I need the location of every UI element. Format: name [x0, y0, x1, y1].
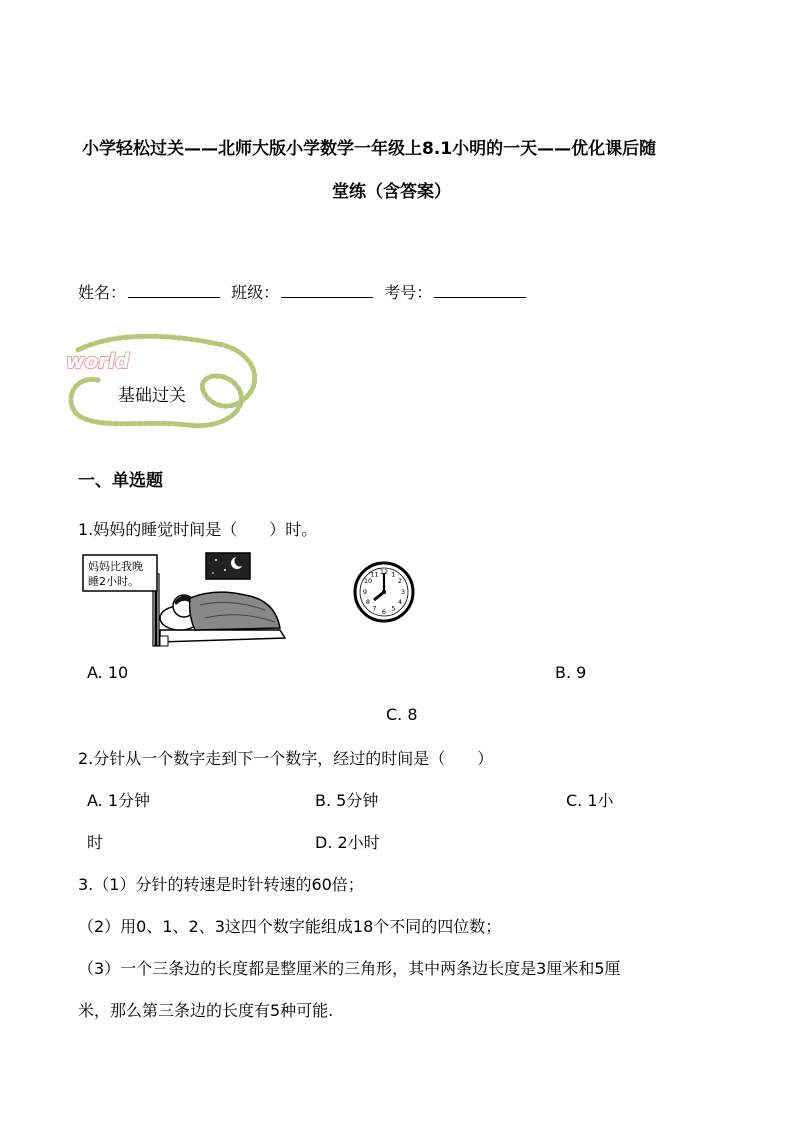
- question-3-line-2: （2）用0、1、2、3这四个数字能组成18个不同的四位数；: [78, 917, 502, 936]
- question-3-line-4: 米，那么第三条边的长度有5种可能.: [78, 1001, 334, 1020]
- page-title-line2: 堂练（含答案）: [332, 182, 451, 202]
- svg-text:4: 4: [397, 598, 403, 606]
- exam-blank[interactable]: [434, 283, 526, 298]
- name-label: 姓名：: [78, 283, 127, 302]
- question-1-text: 1.妈妈的睡觉时间是（ ）时。: [78, 520, 318, 539]
- svg-text:2: 2: [397, 577, 403, 585]
- class-blank[interactable]: [281, 283, 373, 298]
- exam-label: 考号：: [384, 283, 433, 302]
- q2-option-b: B. 5分钟: [315, 791, 379, 810]
- banner-label: 基础过关: [118, 386, 186, 405]
- question-3-line-3: （3）一个三条边的长度都是整厘米的三角形，其中两条边长度是3厘米和5厘: [78, 959, 621, 978]
- q2-option-d: D. 2小时: [315, 833, 380, 852]
- svg-text:10: 10: [363, 577, 373, 585]
- speech-line-1: 妈妈比我晚: [88, 560, 143, 573]
- sleeping-illustration: [80, 550, 290, 650]
- q1-option-c: C. 8: [386, 705, 418, 724]
- svg-text:12: 12: [379, 568, 389, 576]
- question-2-text: 2.分针从一个数字走到下一个数字，经过的时间是（ ）: [78, 749, 494, 768]
- svg-text:5: 5: [391, 604, 396, 613]
- svg-text:3: 3: [400, 588, 406, 596]
- q2-option-c-wrap: 时: [87, 833, 104, 852]
- class-label: 班级：: [231, 283, 280, 302]
- section-heading: 一、单选题: [78, 471, 163, 491]
- svg-text:1: 1: [391, 570, 396, 579]
- q2-option-c: C. 1小: [566, 791, 614, 810]
- blanket: [190, 592, 280, 630]
- speech-line-2: 睡2小时。: [88, 575, 139, 588]
- q1-option-a: A. 10: [87, 663, 129, 682]
- svg-text:7: 7: [372, 604, 377, 613]
- name-blank[interactable]: [128, 283, 220, 298]
- student-info: [78, 280, 532, 303]
- svg-text:9: 9: [362, 588, 368, 596]
- svg-text:6: 6: [381, 608, 387, 616]
- q1-option-b: B. 9: [555, 663, 587, 682]
- page-title-line1: 小学轻松过关——北师大版小学数学一年级上8.1小明的一天——优化课后随: [82, 139, 657, 159]
- question-3-line-1: 3.（1）分针的转速是时针转速的60倍；: [78, 875, 364, 894]
- svg-text:8: 8: [365, 598, 371, 606]
- svg-text:11: 11: [370, 570, 379, 579]
- clock-icon: [353, 561, 415, 623]
- banner-word: world: [66, 349, 130, 373]
- q2-option-a: A. 1分钟: [87, 791, 151, 810]
